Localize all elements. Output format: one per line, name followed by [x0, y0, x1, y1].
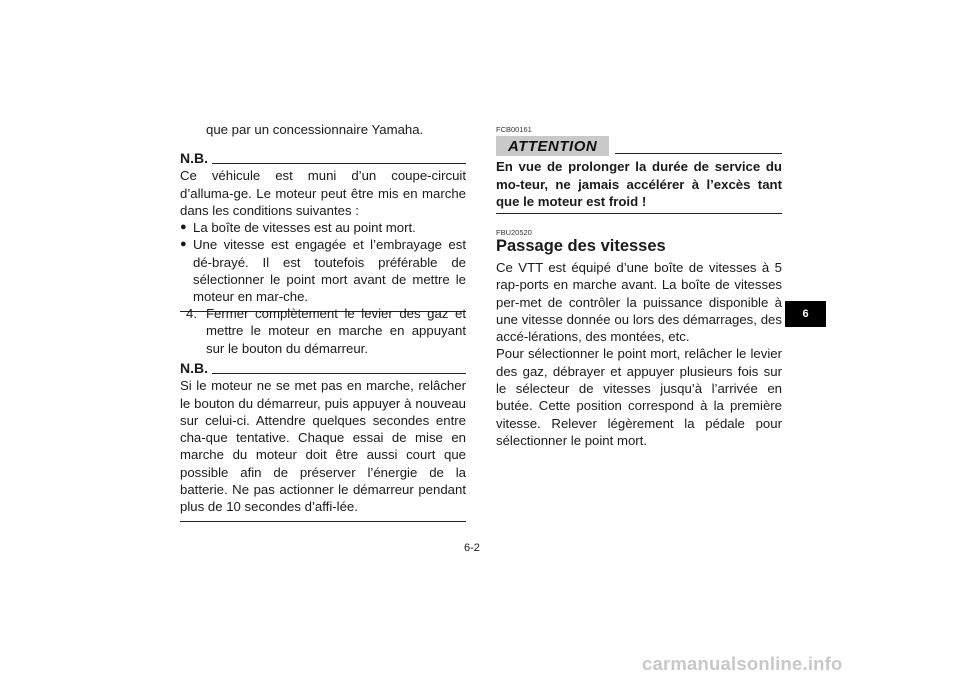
note-rule	[212, 373, 466, 374]
attention-label: ATTENTION	[496, 136, 609, 156]
note-heading	[180, 360, 466, 377]
note-rule	[212, 163, 466, 164]
section-title: Passage des vitesses	[496, 237, 666, 255]
note-text: Si le moteur ne se met pas en marche, relâcher le bouton du démarreur, puis appuyer à nouveau sur celui-ci. Attendre quelques secondes entre cha-que tentative. Chaque essai de mise en marche du moteur doit être aussi court que possible afin de préserver l’énergie de la batterie. Ne pas actionner le démarreur pendant plus de 10 secondes d’affi-lée.	[180, 378, 466, 515]
section-paragraph: Pour sélectionner le point mort, relâcher le levier des gaz, débrayer et appuyer plusieurs fois sur le sélecteur de vitesses jusqu’à l’arrivée en butée. Cette position correspond à la première vitesse. Relever légèrement la pédale pour sélectionner le point mort.	[496, 346, 782, 448]
note-text: Ce véhicule est muni d’un coupe-circuit d’alluma-ge. Le moteur peut être mis en marche dans les conditions suivantes :	[180, 168, 466, 218]
section-paragraph: Ce VTT est équipé d’une boîte de vitesses à 5 rap-ports en marche avant. La boîte de vitesses per-met de contrôler la puissance disponible à une vitesse donnée ou lors des démarrages, des accé-lérations, des montées, etc.	[496, 260, 782, 345]
list-item-text: Une vitesse est engagée et l’embrayage est dé-brayé. Il est toutefois préférable de sélectionner le point mort avant de mettre le moteur en mar-che.	[193, 237, 466, 305]
note-block-1	[180, 150, 466, 312]
list-item-text: La boîte de vitesses est au point mort.	[193, 220, 416, 236]
list-item	[180, 219, 466, 236]
list-item	[180, 236, 466, 305]
attention-heading	[496, 136, 782, 156]
section-block	[496, 228, 782, 449]
reference-code: FCB00161	[496, 125, 532, 134]
note-body	[180, 167, 466, 311]
note-block-2	[180, 360, 466, 522]
intro-line: que par un concessionnaire Yamaha.	[206, 122, 424, 137]
note-heading	[180, 150, 466, 167]
step-text: Fermer complètement le levier des gaz et mettre le moteur en marche en appuyant sur le bouton du démarreur.	[206, 306, 466, 356]
reference-code: FBU20520	[496, 228, 532, 237]
attention-block	[496, 125, 782, 214]
chapter-tab: 6	[785, 301, 826, 327]
note-label: N.B.	[180, 360, 208, 376]
step-number: 4.	[186, 306, 197, 321]
bullet-icon: ●	[180, 238, 187, 251]
attention-rule	[615, 153, 782, 154]
note-label: N.B.	[180, 150, 208, 166]
step-block	[180, 305, 466, 357]
watermark: carmanualsonline.info	[642, 653, 843, 674]
bullet-icon: ●	[180, 221, 187, 234]
attention-text: En vue de prolonger la durée de service du mo-teur, ne jamais accélérer à l’excès tant que le moteur est froid !	[496, 158, 782, 214]
step-item	[180, 305, 466, 357]
note-body	[180, 377, 466, 521]
page-number: 6-2	[464, 542, 480, 554]
